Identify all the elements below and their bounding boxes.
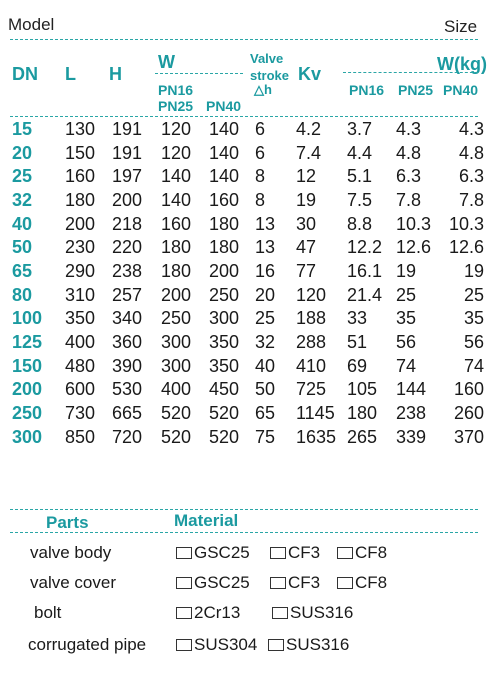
cell-wt-pn25: 35 (396, 308, 417, 329)
cell-stroke: 32 (255, 332, 276, 353)
cell-wt-pn25: 56 (396, 332, 417, 353)
col-weight: W(kg) (437, 54, 487, 74)
cell-l: 130 (65, 118, 96, 139)
header-divider (10, 39, 478, 40)
cell-wt-pn40: 12.6 (448, 237, 484, 258)
material-option-label: SUS316 (290, 603, 354, 622)
checkbox-icon[interactable] (270, 577, 286, 589)
cell-w-pn40: 520 (209, 426, 240, 447)
cell-l: 480 (65, 355, 96, 376)
cell-stroke: 13 (255, 213, 276, 234)
col-w: W (158, 52, 175, 72)
cell-kv: 120 (296, 284, 327, 305)
material-row (0, 632, 496, 656)
cell-wt-pn16: 21.4 (347, 284, 383, 305)
cell-w-pn16: 120 (161, 118, 192, 139)
cell-l: 160 (65, 166, 96, 187)
cell-h: 360 (112, 332, 143, 353)
cell-h: 257 (112, 284, 143, 305)
cell-wt-pn16: 69 (347, 355, 368, 376)
material-option[interactable] (176, 573, 250, 593)
material-option-label: SUS304 (194, 635, 258, 654)
cell-wt-pn25: 7.8 (396, 189, 422, 210)
checkbox-icon[interactable] (176, 639, 192, 651)
cell-kv: 188 (296, 308, 327, 329)
material-option[interactable] (268, 635, 349, 655)
cell-wt-pn25: 10.3 (396, 213, 432, 234)
cell-wt-pn40: 160 (453, 379, 484, 400)
cell-stroke: 75 (255, 426, 276, 447)
cell-dn: 250 (12, 403, 43, 424)
cell-dn: 65 (12, 260, 33, 281)
cell-w-pn40: 160 (209, 189, 240, 210)
parts-header: Parts (46, 513, 89, 532)
cell-stroke: 16 (255, 260, 276, 281)
cell-kv: 19 (296, 189, 317, 210)
cell-dn: 200 (12, 379, 43, 400)
cell-w-pn16: 520 (161, 403, 192, 424)
cell-w-pn40: 180 (209, 213, 240, 234)
cell-w-pn16: 140 (161, 189, 192, 210)
material-header: Material (174, 511, 239, 530)
cell-h: 200 (112, 189, 143, 210)
cell-kv: 47 (296, 237, 317, 258)
cell-w-pn16: 180 (161, 237, 192, 258)
cell-l: 850 (65, 426, 96, 447)
cell-h: 218 (112, 213, 143, 234)
cell-kv: 410 (296, 355, 327, 376)
checkbox-icon[interactable] (272, 607, 288, 619)
cell-l: 290 (65, 260, 96, 281)
table-row (0, 188, 484, 212)
cell-l: 310 (65, 284, 96, 305)
cell-wt-pn16: 180 (347, 403, 378, 424)
cell-w-pn40: 180 (209, 237, 240, 258)
part-name: valve cover (30, 573, 116, 592)
cell-l: 730 (65, 403, 96, 424)
cell-wt-pn40: 74 (463, 355, 484, 376)
part-name: corrugated pipe (28, 635, 147, 654)
cell-dn: 300 (12, 426, 43, 447)
cell-dn: 125 (12, 332, 43, 353)
col-stroke: stroke (250, 68, 290, 83)
col-l: L (65, 64, 76, 84)
cell-kv: 725 (296, 379, 327, 400)
cell-wt-pn25: 25 (396, 284, 417, 305)
material-option-label: 2Cr13 (194, 603, 241, 622)
material-option[interactable] (270, 573, 320, 593)
material-option[interactable] (272, 603, 353, 623)
checkbox-icon[interactable] (268, 639, 284, 651)
cell-kv: 288 (296, 332, 327, 353)
cell-wt-pn25: 144 (396, 379, 427, 400)
table-row (0, 378, 484, 402)
cell-wt-pn16: 12.2 (347, 237, 383, 258)
part-name: bolt (34, 603, 62, 622)
cell-l: 230 (65, 237, 96, 258)
col-w-pn16: PN16 (158, 82, 194, 98)
cell-wt-pn16: 16.1 (347, 260, 383, 281)
spec-table (0, 117, 484, 449)
cell-dn: 25 (12, 166, 33, 187)
cell-wt-pn25: 6.3 (396, 166, 422, 187)
checkbox-icon[interactable] (176, 607, 192, 619)
cell-dn: 20 (12, 142, 33, 163)
part-name: valve body (30, 543, 112, 562)
cell-wt-pn25: 19 (396, 260, 417, 281)
materials-header-divider (10, 532, 478, 533)
cell-wt-pn40: 56 (463, 332, 484, 353)
cell-h: 197 (112, 166, 143, 187)
cell-h: 191 (112, 118, 143, 139)
material-option-label: CF8 (355, 573, 388, 592)
cell-stroke: 8 (255, 166, 266, 187)
cell-stroke: 40 (255, 355, 276, 376)
checkbox-icon[interactable] (337, 577, 353, 589)
cell-kv: 1635 (296, 426, 337, 447)
cell-w-pn16: 140 (161, 166, 192, 187)
cell-w-pn16: 160 (161, 213, 192, 234)
table-row (0, 401, 484, 425)
cell-stroke: 8 (255, 189, 266, 210)
col-kv: Kv (298, 64, 322, 84)
cell-l: 600 (65, 379, 96, 400)
material-option[interactable] (270, 543, 320, 563)
cell-wt-pn16: 265 (347, 426, 378, 447)
material-row (0, 600, 496, 624)
col-weight-pn40: PN40 (443, 82, 479, 98)
table-row (0, 141, 484, 165)
cell-wt-pn25: 12.6 (396, 237, 432, 258)
cell-wt-pn40: 19 (463, 260, 484, 281)
cell-kv: 30 (296, 213, 317, 234)
materials-top-divider (10, 509, 478, 510)
cell-stroke: 25 (255, 308, 276, 329)
cell-kv: 4.2 (296, 118, 322, 139)
cell-wt-pn25: 238 (396, 403, 427, 424)
table-row (0, 283, 484, 307)
cell-l: 350 (65, 308, 96, 329)
material-option-label: GSC25 (194, 543, 250, 562)
cell-l: 150 (65, 142, 96, 163)
cell-wt-pn40: 35 (463, 308, 484, 329)
cell-dn: 32 (12, 189, 33, 210)
col-w-pn40: PN40 (206, 98, 242, 114)
cell-w-pn40: 350 (209, 355, 240, 376)
cell-l: 400 (65, 332, 96, 353)
cell-stroke: 20 (255, 284, 276, 305)
material-option[interactable] (337, 573, 387, 593)
col-valve: Valve (250, 51, 284, 66)
col-dn: DN (12, 64, 38, 84)
cell-wt-pn16: 7.5 (347, 189, 373, 210)
material-option[interactable] (176, 603, 240, 623)
cell-dn: 15 (12, 118, 33, 139)
cell-wt-pn25: 4.8 (396, 142, 422, 163)
cell-w-pn40: 520 (209, 403, 240, 424)
cell-wt-pn16: 33 (347, 308, 368, 329)
cell-w-pn16: 400 (161, 379, 192, 400)
cell-h: 530 (112, 379, 143, 400)
material-option-label: SUS316 (286, 635, 350, 654)
cell-w-pn40: 140 (209, 142, 240, 163)
table-row (0, 235, 484, 259)
material-option[interactable] (176, 543, 250, 563)
cell-l: 200 (65, 213, 96, 234)
cell-wt-pn16: 8.8 (347, 213, 373, 234)
cell-wt-pn40: 4.8 (458, 142, 484, 163)
material-option-label: CF3 (288, 573, 321, 592)
cell-kv: 1145 (296, 403, 335, 424)
cell-w-pn16: 520 (161, 426, 192, 447)
cell-wt-pn25: 74 (396, 355, 417, 376)
col-w-pn25: PN25 (158, 98, 194, 114)
cell-w-pn16: 250 (161, 308, 192, 329)
checkbox-icon[interactable] (270, 547, 286, 559)
cell-wt-pn16: 3.7 (347, 118, 373, 139)
checkbox-icon[interactable] (176, 577, 192, 589)
col-delta-h: △h (254, 82, 272, 97)
cell-wt-pn40: 25 (463, 284, 484, 305)
cell-dn: 50 (12, 237, 33, 258)
size-label: Size (444, 17, 478, 36)
cell-h: 720 (112, 426, 143, 447)
cell-h: 191 (112, 142, 143, 163)
table-row (0, 354, 484, 378)
cell-w-pn16: 180 (161, 260, 192, 281)
material-row (0, 570, 496, 594)
cell-wt-pn16: 51 (347, 332, 368, 353)
cell-w-pn40: 200 (209, 260, 240, 281)
weight-divider (343, 72, 478, 73)
cell-wt-pn40: 370 (453, 426, 484, 447)
cell-wt-pn40: 6.3 (458, 166, 484, 187)
cell-dn: 150 (12, 355, 43, 376)
cell-stroke: 65 (255, 403, 276, 424)
model-label: Model (8, 15, 55, 34)
table-row (0, 425, 484, 449)
material-option[interactable] (176, 635, 257, 655)
w-divider (155, 73, 243, 74)
cell-wt-pn16: 105 (347, 379, 378, 400)
cell-wt-pn40: 10.3 (448, 213, 484, 234)
table-row (0, 164, 484, 188)
cell-w-pn40: 140 (209, 118, 240, 139)
checkbox-icon[interactable] (337, 547, 353, 559)
cell-w-pn40: 450 (209, 379, 240, 400)
material-option[interactable] (337, 543, 387, 563)
cell-h: 238 (112, 260, 143, 281)
material-option-label: GSC25 (194, 573, 250, 592)
cell-kv: 12 (296, 166, 317, 187)
checkbox-icon[interactable] (176, 547, 192, 559)
table-row (0, 307, 484, 331)
cell-h: 390 (112, 355, 143, 376)
material-option-label: CF3 (288, 543, 321, 562)
cell-h: 220 (112, 237, 143, 258)
cell-kv: 7.4 (296, 142, 322, 163)
cell-kv: 77 (296, 260, 317, 281)
cell-w-pn16: 200 (161, 284, 192, 305)
table-row (0, 117, 484, 141)
cell-w-pn16: 120 (161, 142, 192, 163)
col-weight-pn25: PN25 (398, 82, 434, 98)
cell-stroke: 13 (255, 237, 276, 258)
cell-l: 180 (65, 189, 96, 210)
table-row (0, 330, 484, 354)
cell-stroke: 6 (255, 118, 266, 139)
cell-h: 340 (112, 308, 143, 329)
cell-h: 665 (112, 403, 143, 424)
cell-w-pn40: 350 (209, 332, 240, 353)
cell-wt-pn16: 4.4 (347, 142, 373, 163)
cell-dn: 40 (12, 213, 33, 234)
cell-w-pn40: 300 (209, 308, 240, 329)
cell-stroke: 50 (255, 379, 276, 400)
cell-wt-pn40: 260 (453, 403, 484, 424)
cell-stroke: 6 (255, 142, 266, 163)
col-h: H (109, 64, 122, 84)
cell-wt-pn25: 4.3 (396, 118, 422, 139)
cell-wt-pn40: 4.3 (458, 118, 484, 139)
cell-w-pn16: 300 (161, 355, 192, 376)
cell-dn: 100 (12, 308, 43, 329)
cell-w-pn40: 140 (209, 166, 240, 187)
cell-wt-pn25: 339 (396, 426, 427, 447)
cell-w-pn40: 250 (209, 284, 240, 305)
table-row (0, 259, 484, 283)
table-row (0, 212, 484, 236)
material-row (0, 540, 496, 564)
col-weight-pn16: PN16 (349, 82, 385, 98)
cell-wt-pn40: 7.8 (458, 189, 484, 210)
cell-w-pn16: 300 (161, 332, 192, 353)
cell-wt-pn16: 5.1 (347, 166, 373, 187)
cell-dn: 80 (12, 284, 33, 305)
material-option-label: CF8 (355, 543, 388, 562)
